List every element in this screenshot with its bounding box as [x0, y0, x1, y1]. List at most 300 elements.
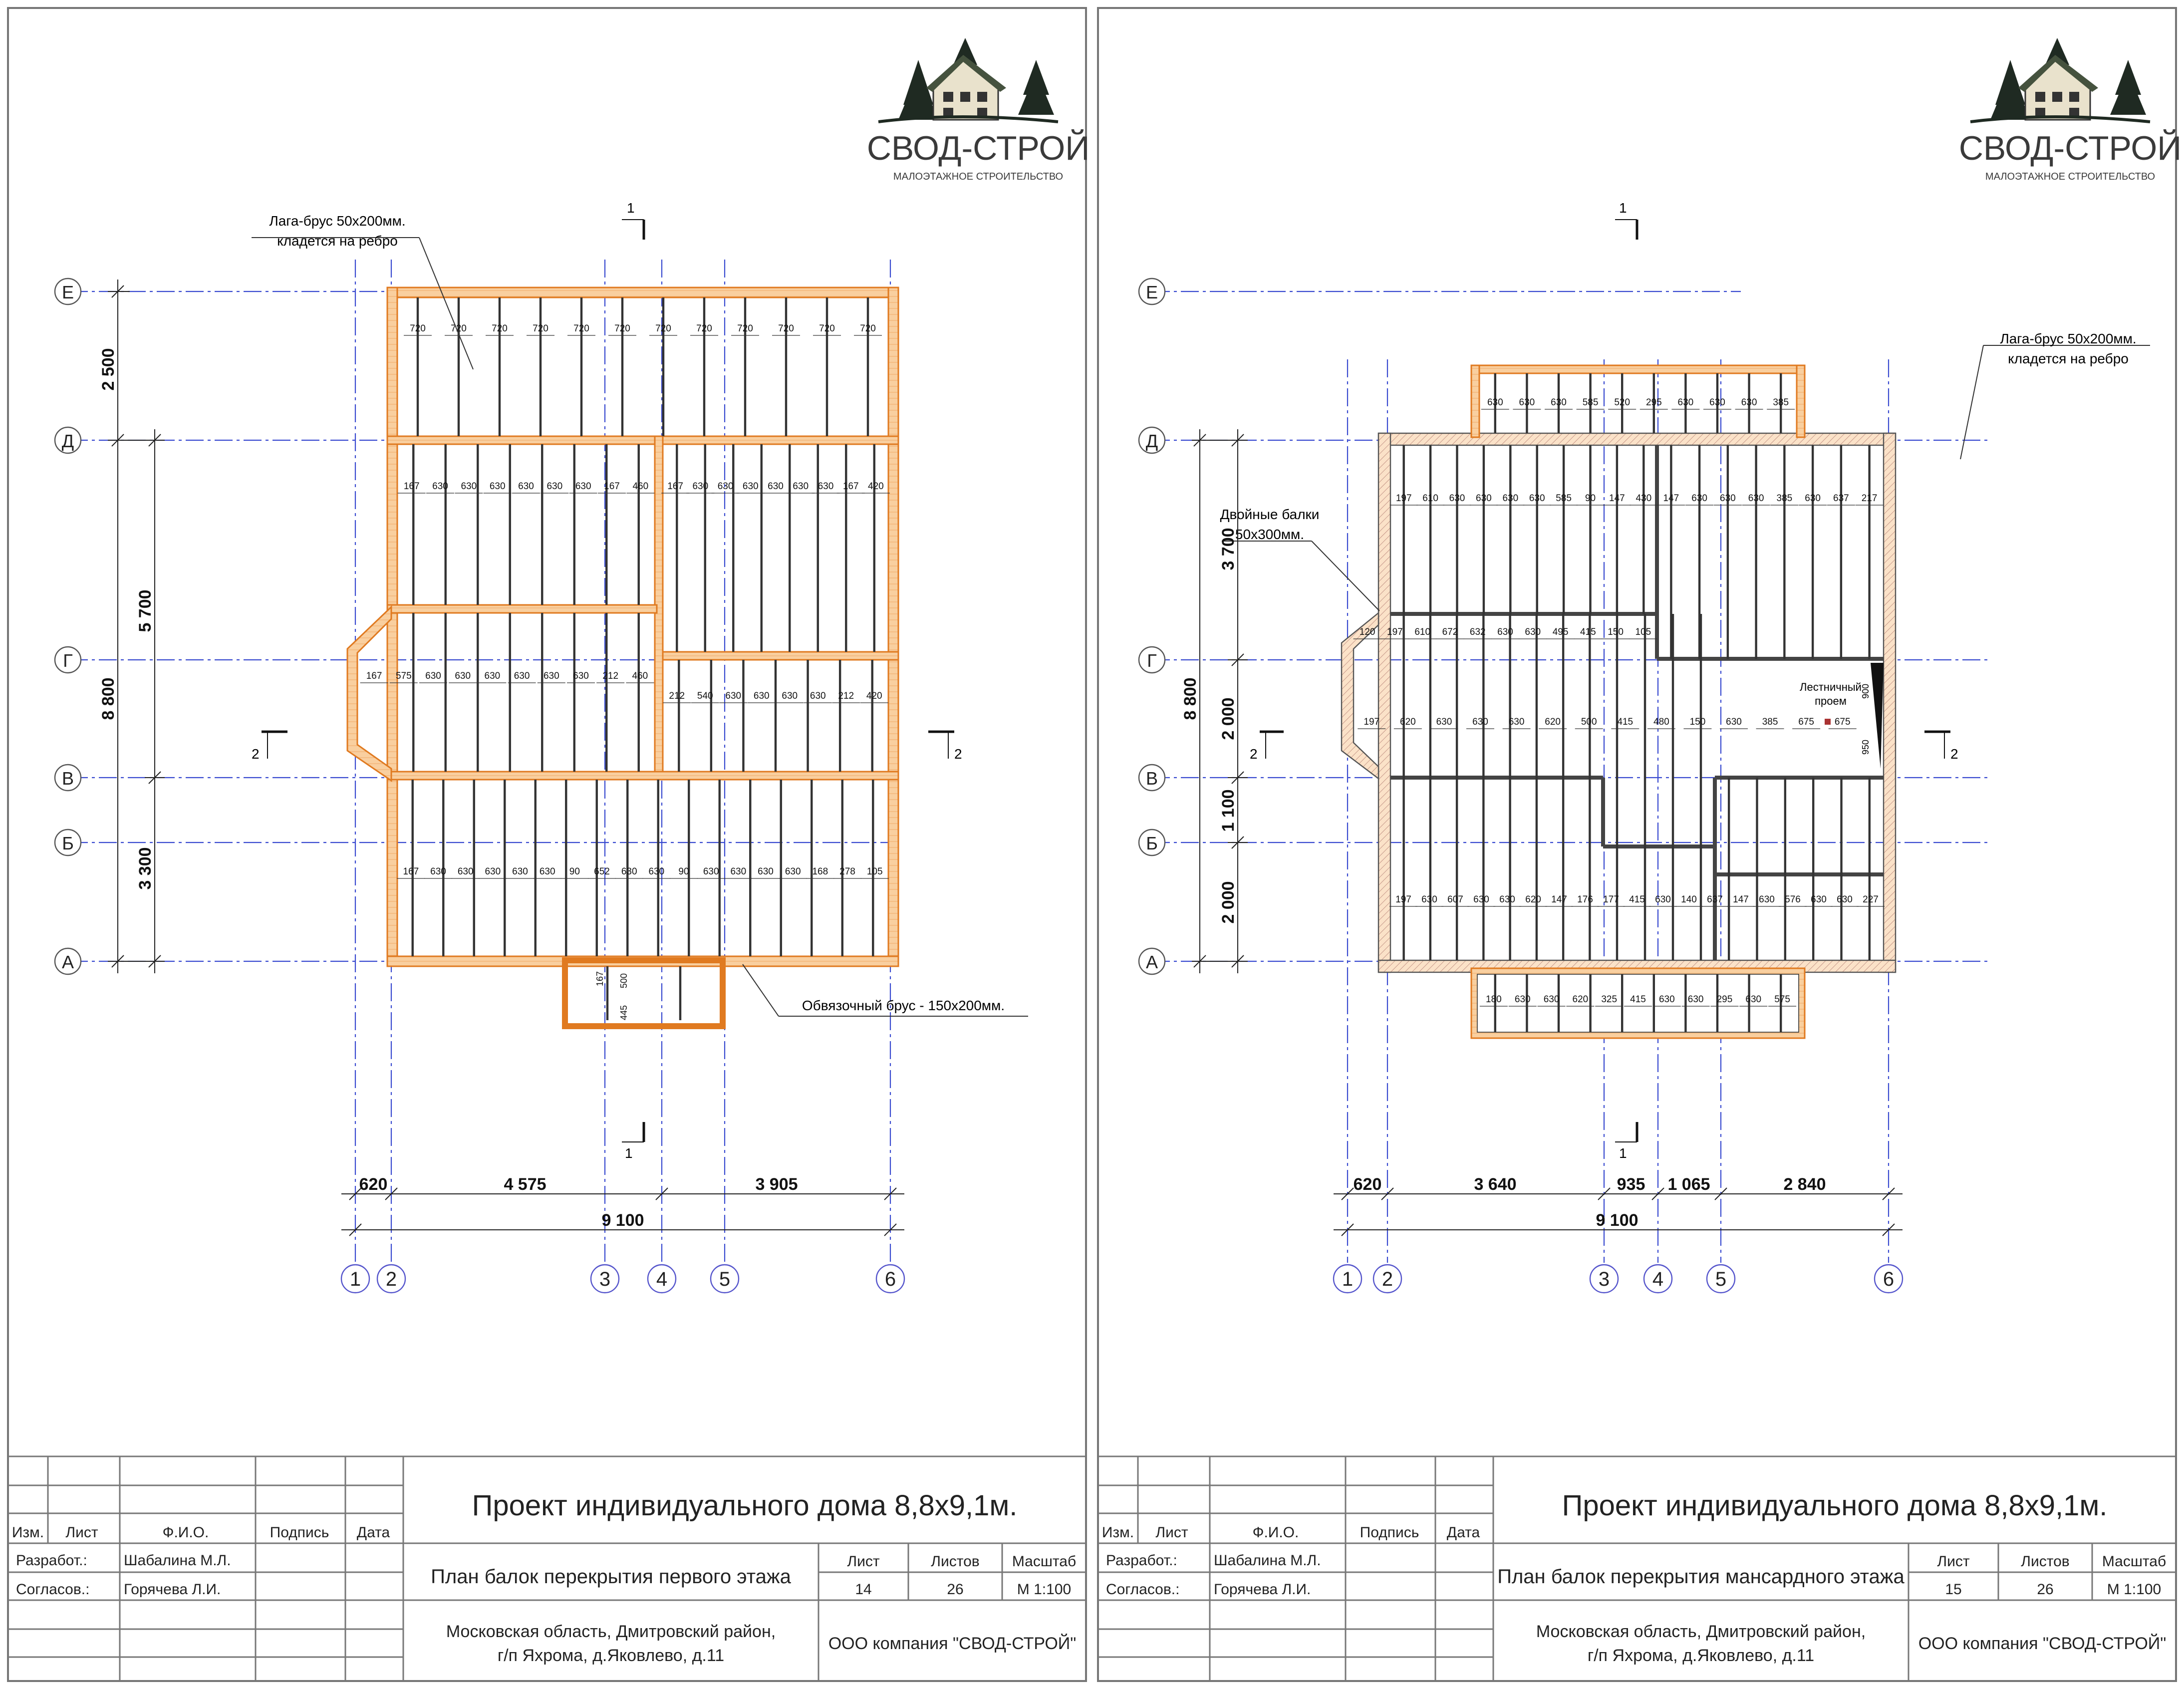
tb-project-title: Проект индивидуального дома 8,8х9,1м. [1562, 1489, 2108, 1522]
beam-spacing-label: 167 [667, 481, 683, 492]
section-mark-left: 2 [252, 746, 260, 762]
beam-spacing-label: 630 [725, 691, 742, 701]
beam-spacing-label: 630 [1473, 894, 1489, 905]
beam-spacing-label: 675 [1798, 717, 1814, 727]
beam-spacing-label: 167 [366, 671, 382, 681]
beam-spacing-label: 630 [461, 481, 477, 492]
tb-head-izm: Изм. [1101, 1524, 1134, 1541]
beam-spacing-label: 630 [717, 481, 734, 492]
dim-vertical-seg-3: 3 300 [136, 847, 155, 890]
svg-text:3: 3 [599, 1268, 611, 1290]
beam-spacing-label: 140 [1681, 894, 1697, 905]
beam-spacing-label: 720 [655, 323, 671, 334]
beam-spacing-label: 630 [648, 866, 665, 877]
svg-text:Е: Е [61, 282, 74, 302]
beam-spacing-label: 720 [696, 323, 712, 334]
beam-spacing-label: 630 [793, 481, 809, 492]
tb-scale: М 1:100 [1017, 1581, 1072, 1598]
dim-vertical-seg-3: 1 100 [1219, 789, 1238, 832]
tb-scale: М 1:100 [2107, 1581, 2162, 1598]
beam-spacing-label: 630 [818, 481, 834, 492]
dim-h-seg-1: 620 [1353, 1175, 1382, 1194]
col-axis-1 [1334, 1265, 1362, 1293]
dim-h-seg-2: 4 575 [504, 1175, 546, 1194]
beam-spacing-label: 630 [1525, 627, 1541, 637]
beam-spacing-label: 630 [1499, 894, 1515, 905]
beam-spacing-label: 147 [1733, 894, 1749, 905]
beam-spacing-label: 630 [703, 866, 719, 877]
beam-spacing-label: 630 [1709, 397, 1725, 408]
beam-spacing-label: 415 [1629, 894, 1645, 905]
svg-text:5: 5 [1715, 1268, 1727, 1290]
col-axis-3 [591, 1265, 619, 1293]
strap-callout [743, 964, 1028, 1016]
beam-spacing-label: 585 [1582, 397, 1599, 408]
beam-spacing-label: 720 [410, 323, 426, 334]
dim-vertical-seg-2: 5 700 [136, 589, 155, 632]
logo-brand: СВОД-СТРОЙ [1958, 129, 2182, 167]
beam-spacing-label: 630 [546, 481, 563, 492]
beam-spacing-label: 720 [860, 323, 876, 334]
beam-spacing-label: 212 [602, 671, 619, 681]
tb-company: ООО компания "СВОД-СТРОЙ" [828, 1634, 1077, 1653]
beam-spacing-label: 176 [1577, 894, 1593, 905]
svg-text:3: 3 [1598, 1268, 1610, 1290]
beam-spacing-label: 630 [430, 866, 446, 877]
tb-col-scale: Масштаб [2102, 1553, 2167, 1570]
beam-spacing-label: 415 [1630, 994, 1646, 1005]
beam-spacing-label: 147 [1551, 894, 1567, 905]
beam-spacing-label: 630 [1691, 493, 1707, 504]
tb-company: ООО компания "СВОД-СТРОЙ" [1918, 1634, 2167, 1653]
dim-vertical-seg-2: 2 000 [1219, 697, 1238, 740]
beam-spacing-label: 575 [1774, 994, 1790, 1005]
row-axis-v [55, 765, 81, 791]
dim-vertical-outer: 8 800 [1181, 677, 1200, 720]
tb-col-list: Лист [1937, 1553, 1970, 1570]
beam-spacing-label: 630 [485, 866, 501, 877]
row-axis-a [1139, 948, 1165, 974]
beam-spacing-label: 630 [1421, 894, 1437, 905]
beam-spacing-label: 630 [543, 671, 559, 681]
beam-spacing-label: 150 [1689, 717, 1706, 727]
tb-developer: Шабалина М.Л. [1214, 1552, 1321, 1569]
beam-spacing-label: 430 [1636, 493, 1652, 504]
dim-h-total: 9 100 [601, 1211, 644, 1230]
beam-spacing-label: 105 [866, 866, 883, 877]
svg-text:6: 6 [1883, 1268, 1895, 1290]
beam-spacing-label: 630 [1519, 397, 1535, 408]
tb-address-2: г/п Яхрома, д.Яковлево, д.11 [1587, 1646, 1815, 1665]
tb-head-list: Лист [65, 1524, 98, 1541]
col-axis-2 [377, 1265, 405, 1293]
tb-developer-label: Разработ.: [1106, 1552, 1177, 1569]
beam-spacing-label: 90 [1585, 493, 1596, 504]
col-axis-2 [1373, 1265, 1401, 1293]
col-axis-4 [648, 1265, 676, 1293]
tb-sheets-total: 26 [2037, 1581, 2054, 1598]
svg-text:500: 500 [619, 973, 629, 988]
house-icon [2018, 55, 2098, 120]
col-axis-4 [1644, 1265, 1672, 1293]
beam-spacing-label: 630 [518, 481, 534, 492]
tb-head-fio: Ф.И.О. [1252, 1524, 1299, 1541]
beam-spacing-label: 167 [403, 481, 420, 492]
beam-spacing-label: 630 [1748, 493, 1764, 504]
beam-spacing-label: 295 [1716, 994, 1733, 1005]
sheet-attic-floor [1092, 0, 2184, 1688]
beam-spacing-label: 720 [778, 323, 794, 334]
tb-col-list: Лист [847, 1553, 880, 1570]
lag-callout-line1: Лага-брус 50х200мм. [269, 213, 406, 229]
beam-spacing-label: 630 [730, 866, 747, 877]
double-callout-line1: Двойные балки [1220, 507, 1320, 522]
house-icon [926, 55, 1006, 120]
beam-spacing-label: 630 [1837, 894, 1853, 905]
beam-spacing-label: 177 [1603, 894, 1619, 905]
beam-spacing-label: 630 [1677, 397, 1694, 408]
tb-address-2: г/п Яхрома, д.Яковлево, д.11 [497, 1646, 725, 1665]
beam-spacing-label: 630 [425, 671, 441, 681]
svg-text:1: 1 [349, 1268, 361, 1290]
beam-spacing-label: 385 [1762, 717, 1778, 727]
beam-spacing-label: 630 [512, 866, 528, 877]
beam-spacing-label: 630 [1487, 397, 1503, 408]
svg-text:Г: Г [63, 650, 73, 671]
stair-dim-1: 900 [1861, 683, 1871, 699]
beam-spacing-label: 105 [1635, 627, 1651, 637]
logo-brand: СВОД-СТРОЙ [866, 129, 1090, 167]
beam-spacing-label: 630 [1720, 493, 1736, 504]
dim-h-seg-4: 1 065 [1667, 1175, 1710, 1194]
sheet-frame [8, 8, 1086, 1681]
dim-h-seg-5: 2 840 [1783, 1175, 1826, 1194]
lag-callout-line1: Лага-брус 50х200мм. [2000, 331, 2137, 346]
section-mark-right: 2 [1950, 746, 1958, 762]
beam-spacing-label: 630 [810, 691, 826, 701]
company-logo [1959, 38, 2182, 182]
axis-grid [70, 260, 898, 1263]
svg-text:А: А [1145, 952, 1158, 972]
beam-spacing-label: 675 [1834, 717, 1851, 727]
beam-spacing-label: 212 [669, 691, 685, 701]
beam-spacing-label: 630 [1476, 493, 1492, 504]
beam-spacing-label: 630 [621, 866, 637, 877]
section-mark-bottom: 1 [625, 1145, 633, 1161]
row-axis-d [55, 427, 81, 453]
beam-spacing-label: 630 [782, 691, 798, 701]
row-axes [55, 279, 81, 974]
dim-h-seg-2: 3 640 [1474, 1175, 1517, 1194]
spacing-labels [360, 323, 890, 878]
beam-spacing-label: 630 [514, 671, 530, 681]
tb-project-title: Проект индивидуального дома 8,8х9,1м. [472, 1489, 1018, 1522]
beam-spacing-label: 520 [1614, 397, 1631, 408]
svg-text:Б: Б [62, 833, 74, 853]
beam-spacing-label: 610 [1422, 493, 1438, 504]
beam-spacing-label: 630 [1472, 717, 1488, 727]
svg-text:167: 167 [595, 971, 605, 986]
tb-col-scale: Масштаб [1012, 1553, 1077, 1570]
dim-h-seg-3: 3 905 [755, 1175, 798, 1194]
beam-spacing-label: 720 [573, 323, 589, 334]
double-callout-line2: 50х300мм. [1235, 527, 1305, 542]
row-axes [1139, 279, 1165, 974]
beam-spacing-label: 630 [1449, 493, 1465, 504]
beam-spacing-label: 630 [1811, 894, 1827, 905]
beam-spacing-label: 325 [1601, 994, 1618, 1005]
beam-spacing-label: 637 [1833, 493, 1849, 504]
beam-spacing-label: 620 [1545, 717, 1561, 727]
beam-spacing-label: 620 [1525, 894, 1541, 905]
beam-spacing-label: 630 [1726, 717, 1742, 727]
beam-spacing-label: 630 [753, 691, 770, 701]
col-axis-1 [341, 1265, 369, 1293]
beam-spacing-label: 460 [632, 481, 649, 492]
beam-spacing-label: 385 [1773, 397, 1789, 408]
double-beam-callout [1220, 507, 1379, 611]
dim-vertical-outer: 8 800 [99, 677, 118, 720]
beam-spacing-label: 630 [1745, 994, 1762, 1005]
tb-head-izm: Изм. [11, 1524, 44, 1541]
svg-text:6: 6 [884, 1268, 896, 1290]
tb-col-lists: Листов [2021, 1553, 2070, 1570]
lag-callout-line2: кладется на ребро [277, 233, 398, 249]
tb-approver-label: Согласов.: [16, 1581, 90, 1598]
beam-spacing-label: 168 [812, 866, 828, 877]
row-axis-v [1139, 765, 1165, 791]
beam-spacing-label: 147 [1663, 493, 1679, 504]
beam-spacing-label: 120 [1359, 627, 1375, 637]
svg-text:Е: Е [1145, 282, 1158, 302]
col-axis-3 [1590, 1265, 1618, 1293]
beam-spacing-label: 90 [569, 866, 580, 877]
svg-text:2: 2 [385, 1268, 397, 1290]
svg-text:5: 5 [719, 1268, 731, 1290]
row-axis-d [1139, 427, 1165, 453]
tb-head-date: Дата [1446, 1524, 1480, 1541]
lag-callout-line2: кладется на ребро [2008, 351, 2129, 366]
porch-labels [595, 971, 629, 1020]
tb-address-1: Московская область, Дмитровский район, [1536, 1622, 1866, 1641]
beam-spacing-label: 630 [484, 671, 501, 681]
beam-spacing-label: 630 [785, 866, 801, 877]
svg-text:4: 4 [656, 1268, 668, 1290]
tb-sheets-total: 26 [947, 1581, 964, 1598]
section-mark-left: 2 [1250, 746, 1258, 762]
svg-text:Б: Б [1146, 833, 1158, 853]
company-logo [867, 38, 1090, 182]
strap-callout-text: Обвязочный брус - 150х200мм. [802, 998, 1005, 1013]
column-axes [1334, 1265, 1903, 1293]
col-axis-6 [1875, 1265, 1903, 1293]
dim-vertical-seg-1: 3 700 [1219, 528, 1238, 570]
beam-spacing-label: 585 [1556, 493, 1572, 504]
tb-head-sign: Подпись [1360, 1524, 1419, 1541]
beam-spacing-label: 630 [1741, 397, 1757, 408]
beam-spacing-label: 630 [539, 866, 555, 877]
beam-spacing-label: 630 [1655, 894, 1671, 905]
beam-spacing-label: 620 [1400, 717, 1416, 727]
dim-h-seg-1: 620 [359, 1175, 388, 1194]
beam-spacing-label: 632 [1469, 627, 1486, 637]
row-axis-a [55, 948, 81, 974]
beam-spacing-label: 630 [1687, 994, 1704, 1005]
row-axis-g [55, 647, 81, 673]
tb-approver: Горячева Л.И. [1214, 1581, 1311, 1598]
beam-spacing-label: 480 [1653, 717, 1669, 727]
dim-h-total: 9 100 [1596, 1211, 1638, 1230]
row-axis-b [1139, 830, 1165, 855]
beam-spacing-label: 630 [457, 866, 474, 877]
beam-spacing-label: 720 [451, 323, 467, 334]
beam-spacing-label: 420 [866, 691, 882, 701]
section-mark-top: 1 [627, 200, 635, 216]
beam-spacing-label: 576 [1785, 894, 1801, 905]
beam-spacing-label: 630 [1514, 994, 1531, 1005]
beam-spacing-label: 630 [1658, 994, 1675, 1005]
tb-head-sign: Подпись [270, 1524, 329, 1541]
beam-spacing-label: 630 [432, 481, 448, 492]
beam-spacing-label: 150 [1608, 627, 1624, 637]
beam-spacing-label: 197 [1387, 627, 1403, 637]
beam-spacing-label: 278 [839, 866, 855, 877]
beam-spacing-label: 630 [1436, 717, 1452, 727]
col-axis-6 [876, 1265, 904, 1293]
tb-head-fio: Ф.И.О. [162, 1524, 209, 1541]
beam-spacing-label: 607 [1447, 894, 1463, 905]
beam-spacing-label: 420 [868, 481, 884, 492]
dim-h-seg-3: 935 [1617, 1175, 1645, 1194]
dim-vertical-seg-1: 2 500 [99, 348, 118, 391]
joist-group [1404, 373, 1870, 1032]
beam-spacing-label: 197 [1395, 894, 1411, 905]
beam-spacing-label: 212 [838, 691, 854, 701]
beam-spacing-label: 630 [1497, 627, 1513, 637]
dim-vertical-seg-4: 2 000 [1219, 881, 1238, 924]
tb-developer-label: Разработ.: [16, 1552, 87, 1569]
row-axis-e [1139, 279, 1165, 304]
beam-spacing-label: 415 [1617, 717, 1634, 727]
beam-spacing-label: 385 [1776, 493, 1793, 504]
tb-developer: Шабалина М.Л. [124, 1552, 231, 1569]
svg-text:4: 4 [1652, 1268, 1664, 1290]
tb-address-1: Московская область, Дмитровский район, [446, 1622, 776, 1641]
beam-spacing-label: 630 [742, 481, 759, 492]
row-axis-g [1139, 647, 1165, 673]
tb-drawing-title: План балок перекрытия первого этажа [431, 1566, 791, 1588]
svg-text:2: 2 [1381, 1268, 1393, 1290]
beam-spacing-label: 90 [678, 866, 689, 877]
beam-spacing-label: 500 [1581, 717, 1597, 727]
stair-opening [1800, 663, 1884, 769]
stair-dim-2: 950 [1861, 739, 1871, 755]
col-axis-5 [711, 1265, 739, 1293]
tb-head-date: Дата [356, 1524, 390, 1541]
gable-ledges [1471, 365, 1805, 1038]
col-axis-5 [1707, 1265, 1735, 1293]
beam-spacing-label: 180 [1486, 994, 1502, 1005]
beam-spacing-label: 720 [533, 323, 548, 334]
beam-spacing-label: 630 [455, 671, 471, 681]
svg-text:Г: Г [1147, 650, 1157, 671]
beam-spacing-label: 147 [1609, 493, 1625, 504]
tb-sheet: 14 [855, 1581, 872, 1598]
stair-label-2: проем [1815, 695, 1847, 707]
beam-spacing-label: 620 [1572, 994, 1589, 1005]
section-mark-top: 1 [1619, 200, 1627, 216]
beam-spacing-label: 415 [1580, 627, 1596, 637]
beam-spacing-label: 720 [492, 323, 508, 334]
beam-spacing-label: 630 [489, 481, 506, 492]
beam-spacing-label: 630 [573, 671, 589, 681]
beam-spacing-label: 720 [614, 323, 630, 334]
column-axes [341, 1265, 904, 1293]
svg-text:445: 445 [619, 1005, 629, 1020]
beam-spacing-label: 217 [1861, 493, 1878, 504]
tb-head-list: Лист [1155, 1524, 1188, 1541]
beam-spacing-label: 630 [1805, 493, 1821, 504]
svg-text:В: В [61, 768, 74, 789]
double-beams [1390, 445, 1884, 960]
beam-spacing-label: 167 [604, 481, 620, 492]
section-mark-right: 2 [954, 746, 962, 762]
tb-approver: Горячева Л.И. [124, 1581, 221, 1598]
beam-spacing-label: 720 [737, 323, 753, 334]
beam-spacing-label: 295 [1645, 397, 1662, 408]
spacing-labels [1354, 397, 1885, 1006]
beam-spacing-label: 227 [1863, 894, 1879, 905]
beam-spacing-label: 197 [1364, 717, 1380, 727]
beam-spacing-label: 630 [1508, 717, 1525, 727]
beam-spacing-label: 630 [1551, 397, 1567, 408]
svg-text:Д: Д [1145, 431, 1158, 451]
beam-spacing-label: 630 [1543, 994, 1560, 1005]
beam-spacing-label: 630 [1502, 493, 1519, 504]
beam-spacing-label: 630 [768, 481, 784, 492]
beam-spacing-label: 167 [842, 481, 859, 492]
row-axis-b [55, 830, 81, 855]
beam-spacing-label: 672 [1442, 627, 1458, 637]
beam-spacing-label: 460 [632, 671, 648, 681]
logo-tagline: МАЛОЭТАЖНОЕ СТРОИТЕЛЬСТВО [1985, 171, 2156, 182]
svg-text:Д: Д [61, 431, 74, 451]
beam-spacing-label: 630 [692, 481, 709, 492]
beam-spacing-label: 630 [758, 866, 774, 877]
beam-spacing-label: 630 [1529, 493, 1545, 504]
beam-spacing-label: 575 [395, 671, 412, 681]
tb-approver-label: Согласов.: [1106, 1581, 1180, 1598]
beam-spacing-label: 495 [1552, 627, 1569, 637]
tb-col-lists: Листов [931, 1553, 980, 1570]
beam-spacing-label: 720 [819, 323, 835, 334]
beam-spacing-label: 652 [594, 866, 610, 877]
beam-spacing-label: 630 [1759, 894, 1775, 905]
beam-spacing-label: 630 [575, 481, 591, 492]
svg-text:В: В [1145, 768, 1158, 789]
beam-spacing-label: 637 [1707, 894, 1723, 905]
row-axis-e [55, 279, 81, 304]
svg-text:1: 1 [1342, 1268, 1354, 1290]
beam-spacing-label: 610 [1414, 627, 1431, 637]
stair-label-1: Лестничный [1800, 681, 1862, 693]
section-mark-bottom: 1 [1619, 1145, 1627, 1161]
tb-sheet: 15 [1945, 1581, 1962, 1598]
lag-callout [1960, 331, 2150, 459]
beam-spacing-label: 197 [1395, 493, 1412, 504]
svg-text:А: А [61, 952, 74, 972]
beam-spacing-label: 540 [697, 691, 713, 701]
